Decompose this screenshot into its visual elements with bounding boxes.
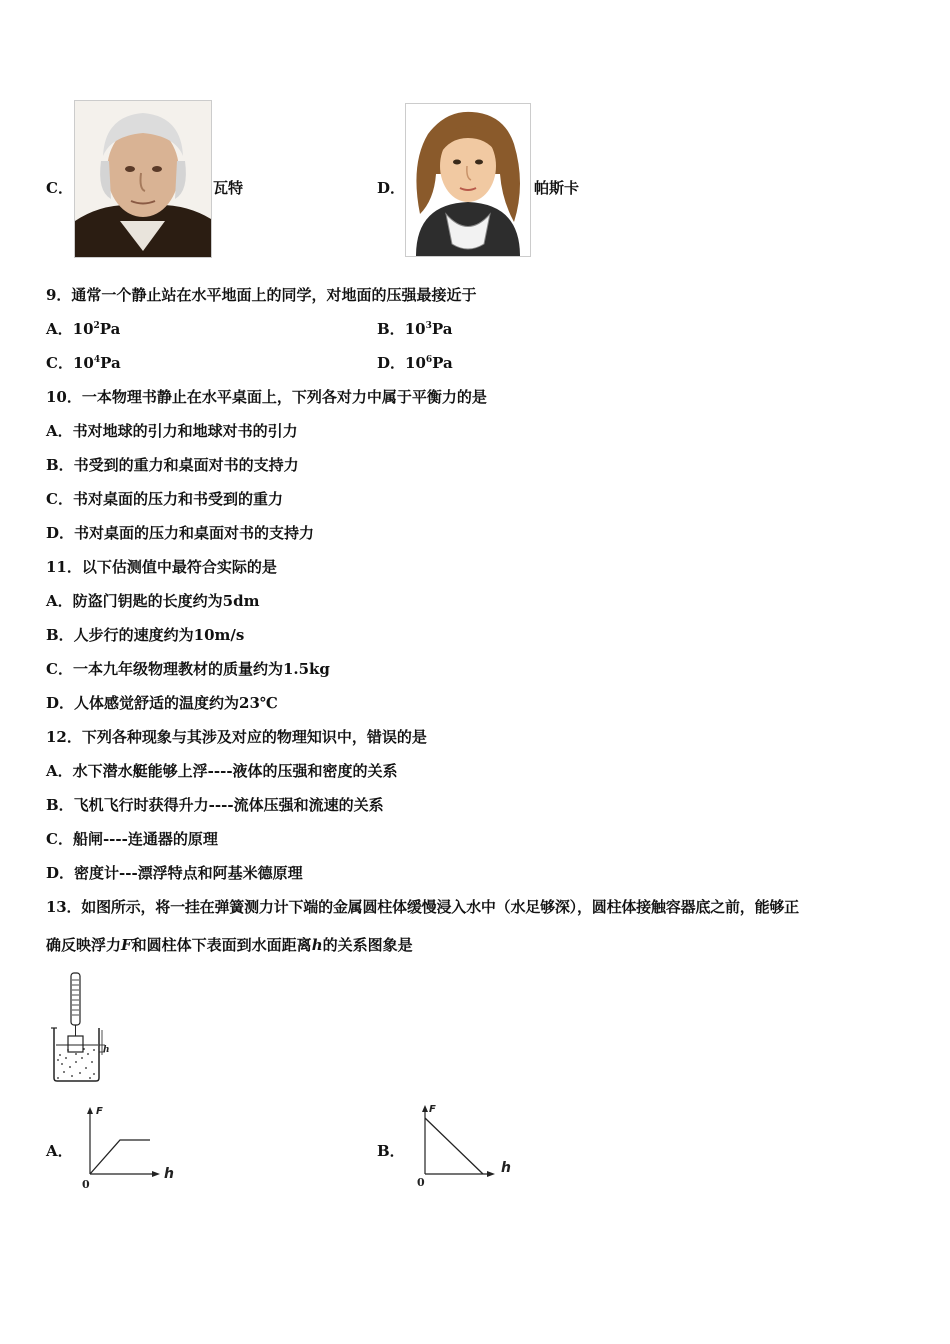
q11-option-a: A．防盗门钥匙的长度约为5dm [46,592,260,610]
q11-option-d: D．人体感觉舒适的温度约为23℃ [46,694,278,712]
graph-b-h-label: h [501,1160,511,1176]
graph-a-h-label: h [164,1166,174,1182]
q11-stem: 11．以下估测值中最符合实际的是 [46,558,277,576]
q10-option-d: D．书对桌面的压力和桌面对书的支持力 [46,524,315,542]
q12-stem: 12．下列各种现象与其涉及对应的物理知识中，错误的是 [46,728,427,746]
watt-portrait [74,100,212,258]
q8-option-d-name: 帕斯卡 [534,179,580,197]
graph-a-curve [90,1140,150,1174]
graph-b-y-arrow [422,1105,428,1112]
q9-option-b: B．$10^3Pa$ [377,320,453,338]
pascal-portrait [405,103,531,257]
figure-h-label: h [103,1045,110,1055]
q10-option-a: A．书对地球的引力和地球对书的引力 [46,422,298,440]
graph-b-f-label: F [429,1104,436,1115]
graph-b-origin: 0 [417,1176,425,1189]
q11-option-c: C．一本九年级物理教材的质量约为1.5kg [46,660,330,678]
graph-a-f-label: F [96,1106,103,1117]
graph-a-x-arrow [152,1171,160,1177]
q9-stem: 9．通常一个静止站在水平地面上的同学，对地面的压强最接近于 [46,286,477,304]
q13-stem-line2: 确反映浮力F和圆柱体下表面到水面距离h的关系图象是 [46,936,413,954]
q13-option-b-graph [413,1098,523,1190]
q11-option-b: B．人步行的速度约为10m/s [46,626,245,644]
q12-option-c: C．船闸----连通器的原理 [46,830,218,848]
q8-option-c-letter: C． [46,179,73,197]
q13-option-a-graph [78,1100,188,1192]
q8-option-c-name: 瓦特 [213,179,244,197]
q8-option-d-letter: D． [377,179,406,197]
q9-option-a: A．$10^2Pa$ [46,320,121,338]
q13-option-a-letter: A． [46,1142,73,1160]
graph-a-y-arrow [87,1107,93,1114]
graph-b-curve [425,1118,483,1174]
q12-option-a: A．水下潜水艇能够上浮----液体的压强和密度的关系 [46,762,398,780]
q10-stem: 10．一本物理书静止在水平桌面上，下列各对力中属于平衡力的是 [46,388,487,406]
q9-option-c: C．$10^4Pa$ [46,354,121,372]
q13-stem-line1: 13．如图所示，将一挂在弹簧测力计下端的金属圆柱体缓慢浸入水中（水足够深），圆柱体接触容器底之前，能够正 [46,898,799,916]
q12-option-d: D．密度计---漂浮特点和阿基米德原理 [46,864,303,882]
spring-scale-beaker-figure [46,970,116,1085]
q10-option-b: B．书受到的重力和桌面对书的支持力 [46,456,299,474]
q9-option-d: D．$10^6Pa$ [377,354,453,372]
q10-option-c: C．书对桌面的压力和书受到的重力 [46,490,283,508]
graph-a-origin: 0 [82,1178,90,1191]
graph-b-x-arrow [487,1171,495,1177]
q12-option-b: B．飞机飞行时获得升力----流体压强和流速的关系 [46,796,384,814]
q13-option-b-letter: B． [377,1142,405,1160]
